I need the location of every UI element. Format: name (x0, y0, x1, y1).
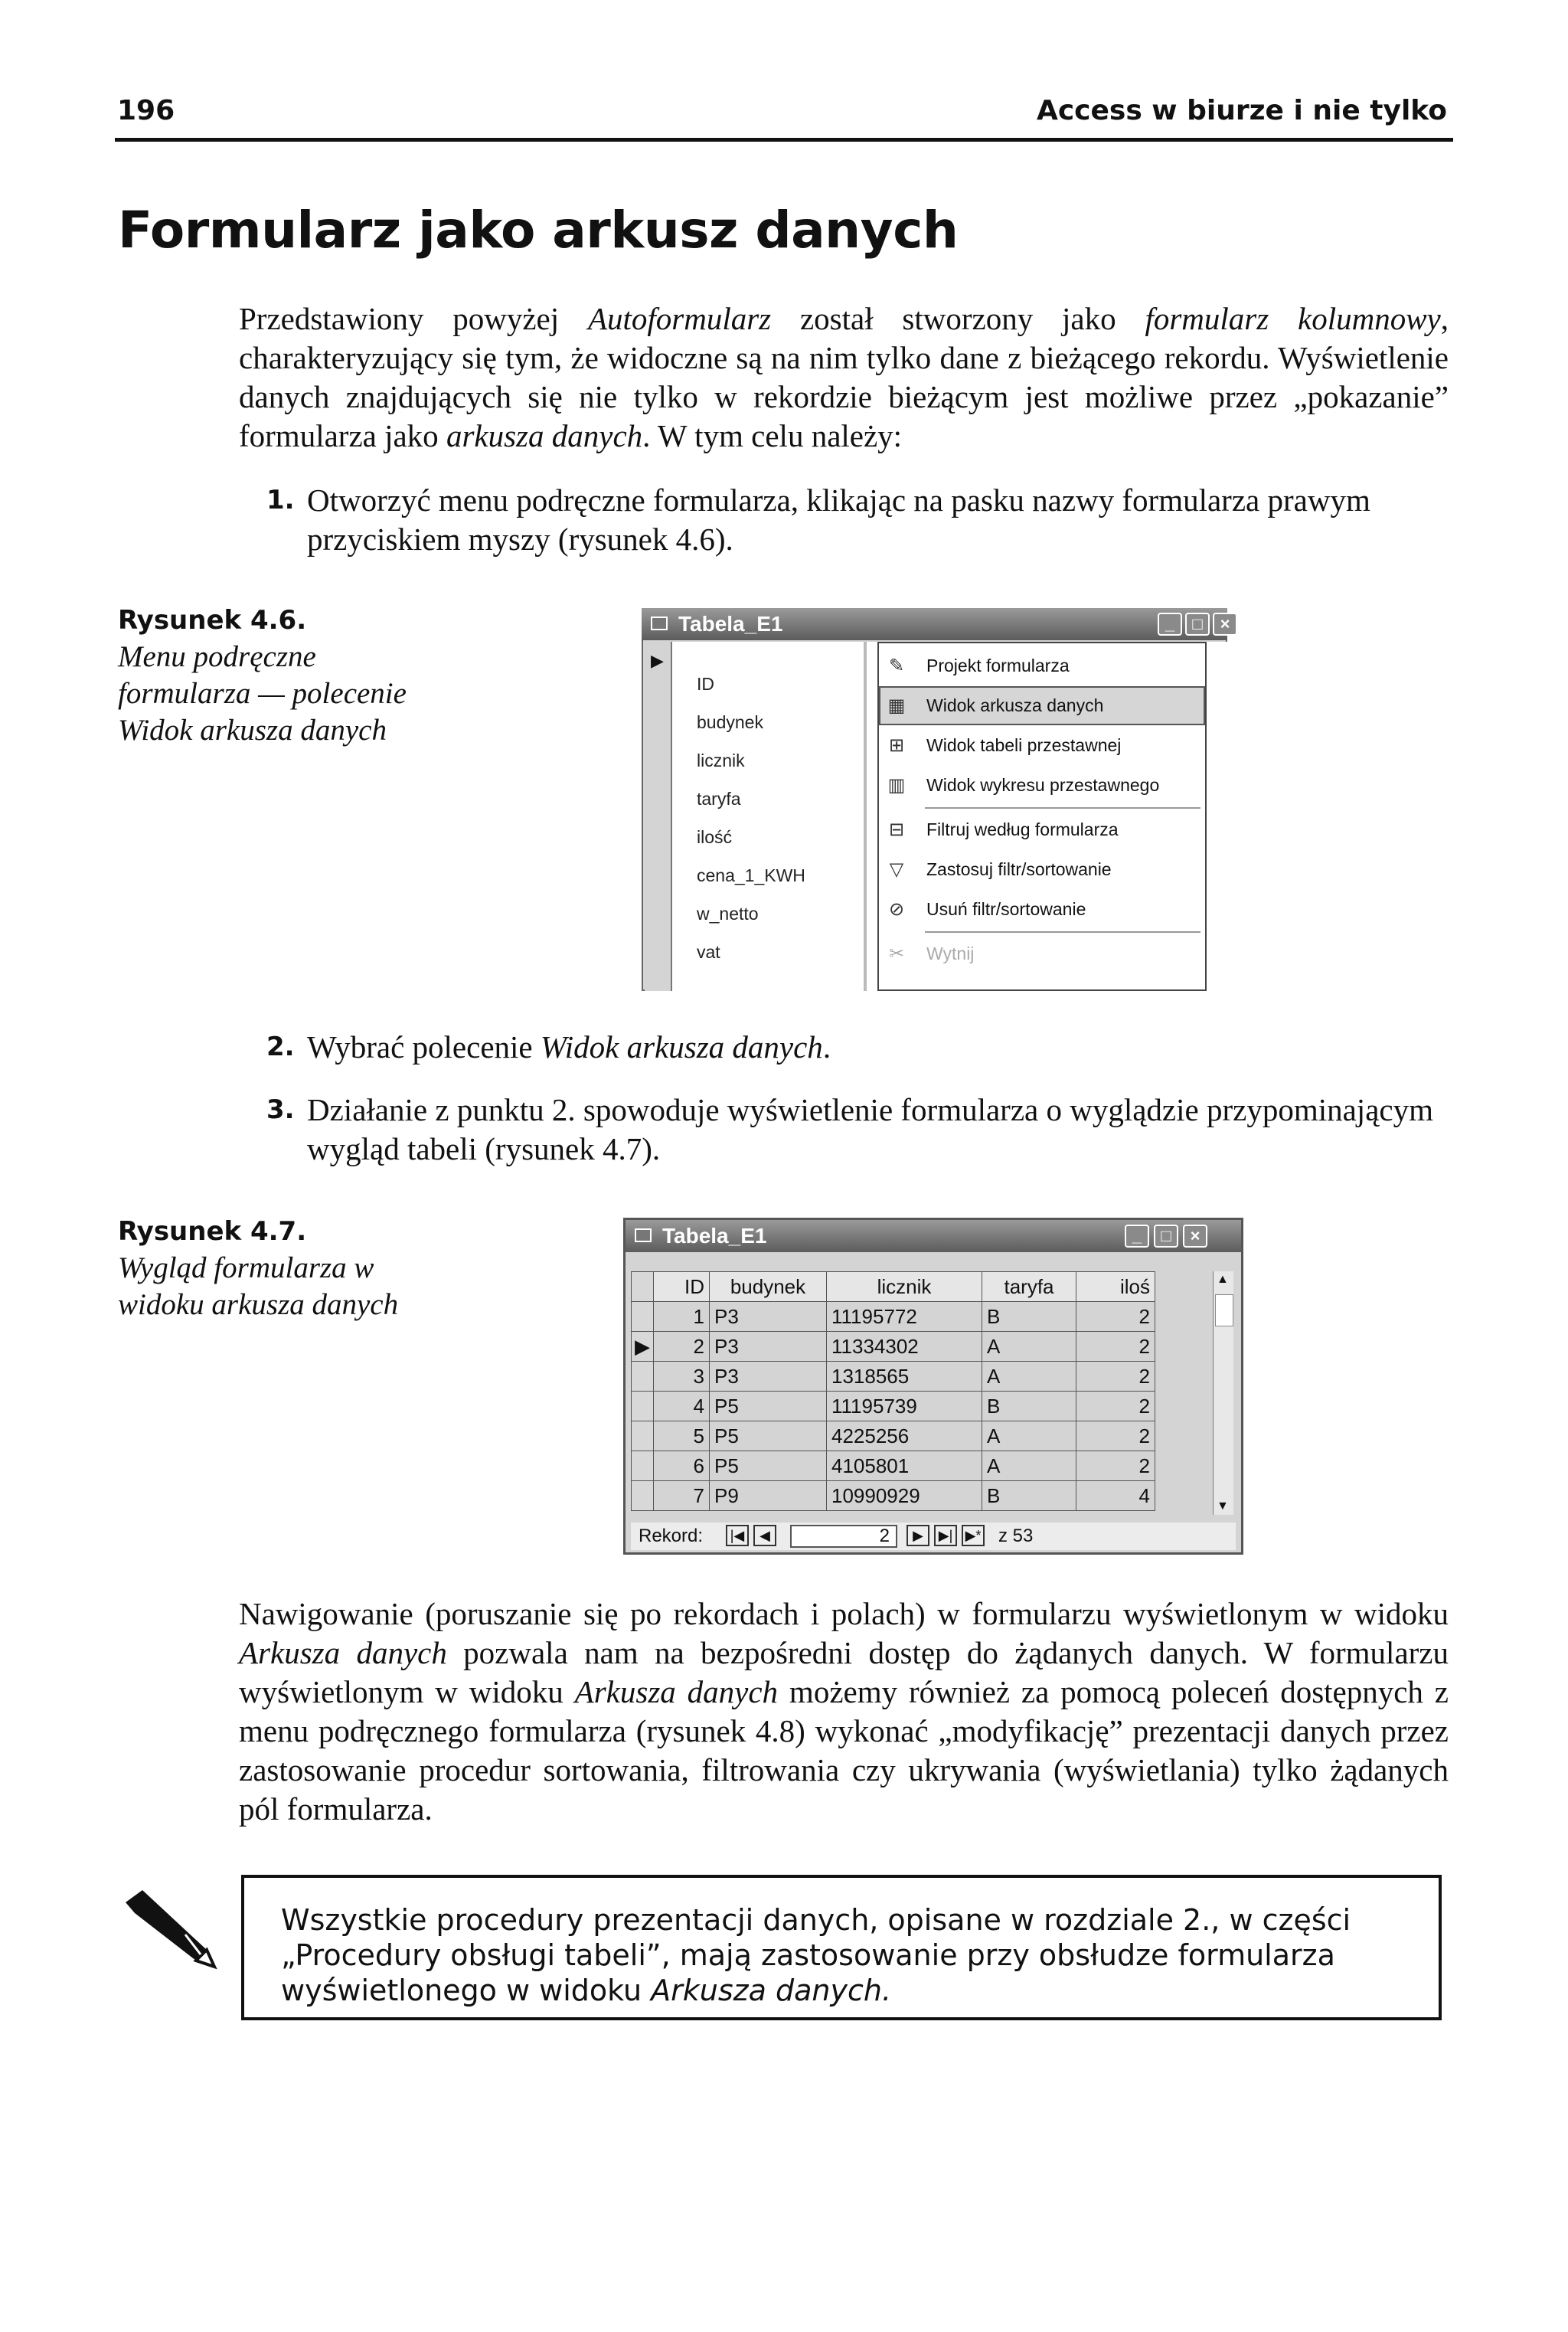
pencil-note-icon (121, 1887, 228, 1971)
menu-item-filtruj-wedlug-formularza[interactable] (879, 810, 1205, 849)
table-cell[interactable]: P3 (710, 1362, 827, 1392)
figure-caption-text: Wygląd formularza w widoku arkusza danych (118, 1251, 399, 1321)
apply-filter-icon: ▽ (889, 859, 904, 880)
filter-form-icon: ⊟ (888, 819, 905, 840)
column-header[interactable]: iloś (1076, 1272, 1155, 1302)
field-label: cena_1_KWH (697, 865, 805, 885)
scroll-thumb[interactable] (1215, 1294, 1233, 1326)
design-icon: ✎ (888, 656, 905, 676)
last-record-icon[interactable]: ▶| (934, 1525, 957, 1546)
table-cell[interactable]: A (982, 1362, 1076, 1392)
para-italic-1: Arkusza danych (239, 1635, 447, 1670)
step-text: Działanie z punktu 2. spowoduje wyświetlenie formularza o wyglądzie przypominającym wygląd tabeli (rysunek 4.7). (307, 1092, 1433, 1166)
field-label: w_netto (697, 904, 759, 924)
row-selector[interactable] (632, 1362, 654, 1392)
navigation-paragraph (239, 1594, 1449, 1829)
table-cell[interactable]: 2 (1076, 1421, 1155, 1451)
figure-4-7-screenshot (623, 1218, 1243, 1555)
current-record-arrow-icon: ▶ (651, 651, 664, 670)
page-number: 196 (117, 95, 175, 126)
table-cell[interactable]: B (982, 1392, 1076, 1421)
table-cell[interactable]: 2 (654, 1332, 710, 1362)
scroll-up-icon[interactable]: ▲ (1217, 1273, 1229, 1286)
step-text-pre: Wybrać polecenie (307, 1029, 541, 1065)
table-cell[interactable]: 4105801 (827, 1451, 982, 1481)
table-cell[interactable]: A (982, 1451, 1076, 1481)
cut-icon: ✂ (888, 944, 905, 964)
field-label: ID (697, 674, 714, 694)
table-cell[interactable]: B (982, 1302, 1076, 1332)
table-cell[interactable]: P3 (710, 1302, 827, 1332)
section-title: Formularz jako arkusz danych (118, 201, 959, 260)
table-cell[interactable]: 11334302 (827, 1332, 982, 1362)
table-cell[interactable]: A (982, 1421, 1076, 1451)
select-all-cell[interactable] (632, 1272, 654, 1302)
table-cell[interactable]: 3 (654, 1362, 710, 1392)
pivot-table-icon: ⊞ (888, 735, 905, 756)
field-label: vat (697, 942, 720, 962)
row-selector[interactable] (632, 1302, 654, 1332)
intro-italic-1: Autoformularz (587, 301, 772, 336)
menu-item-label: Widok wykresu przestawnego (926, 775, 1160, 795)
menu-item-usun-filtr[interactable] (879, 890, 1205, 929)
menu-separator (925, 807, 1200, 809)
new-record-icon[interactable]: ▶* (962, 1525, 985, 1546)
table-cell[interactable]: A (982, 1332, 1076, 1362)
row-selector[interactable]: ▶ (632, 1332, 654, 1362)
menu-item-label: Filtruj według formularza (926, 819, 1119, 839)
record-navigation (631, 1523, 1236, 1550)
intro-text-2: został stworzony jako (771, 301, 1145, 336)
table-cell[interactable]: 11195739 (827, 1392, 982, 1421)
header-row (632, 1272, 1155, 1302)
para-text-1: Nawigowanie (poruszanie się po rekordach i polach) w formularzu wyświetlonym w widoku (239, 1596, 1449, 1631)
para-italic-2: Arkusza danych (574, 1674, 779, 1709)
table-row[interactable] (632, 1392, 1155, 1421)
table-cell[interactable]: 4225256 (827, 1421, 982, 1451)
window-title: Tabela_E1 (662, 1224, 767, 1248)
table-row[interactable] (632, 1362, 1155, 1392)
datasheet-table (631, 1271, 1155, 1511)
form-divider (864, 642, 867, 991)
menu-item-label: Usuń filtr/sortowanie (926, 899, 1086, 919)
step-number: 2. (266, 1032, 295, 1062)
table-row[interactable] (632, 1332, 1155, 1362)
table-cell[interactable]: P9 (710, 1481, 827, 1511)
step-2 (266, 1028, 1446, 1067)
step-text (307, 1028, 1446, 1067)
table-cell[interactable]: P5 (710, 1421, 827, 1451)
table-cell[interactable]: 4 (1076, 1481, 1155, 1511)
intro-italic-3: arkusza danych (446, 418, 643, 453)
remove-filter-icon: ⊘ (888, 899, 905, 920)
intro-text-4: . W tym celu należy: (642, 418, 903, 453)
figure-label: Rysunek 4.6. (118, 605, 307, 636)
figure-label: Rysunek 4.7. (118, 1216, 307, 1247)
previous-record-icon[interactable]: ◀ (753, 1525, 776, 1546)
field-label: taryfa (697, 789, 741, 809)
figure-caption-text: Menu podręczne formularza — polecenie Widok arkusza danych (118, 640, 407, 747)
datasheet-body (632, 1302, 1155, 1511)
table-cell[interactable]: 1318565 (827, 1362, 982, 1392)
minimize-button[interactable]: _ (1125, 1225, 1149, 1248)
row-selector[interactable] (632, 1392, 654, 1421)
step-1 (266, 481, 1446, 559)
menu-item-widok-wykresu-przestawnego[interactable] (879, 766, 1205, 805)
table-cell[interactable]: B (982, 1481, 1076, 1511)
table-cell[interactable]: 10990929 (827, 1481, 982, 1511)
intro-text-1: Przedstawiony powyżej (239, 301, 588, 336)
table-cell[interactable]: 11195772 (827, 1302, 982, 1332)
maximize-button[interactable]: □ (1185, 613, 1210, 636)
column-header[interactable]: ID (654, 1272, 710, 1302)
table-cell[interactable]: P3 (710, 1332, 827, 1362)
menu-item-zastosuj-filtr[interactable] (879, 850, 1205, 889)
table-cell[interactable]: 2 (1076, 1392, 1155, 1421)
figure-caption-4-7 (118, 1213, 439, 1323)
menu-item-widok-arkusza-danych[interactable] (879, 686, 1205, 725)
step-text: Otworzyć menu podręczne formularza, klikając na pasku nazwy formularza prawym przyciskiem myszy (rysunek 4.6). (307, 482, 1370, 557)
field-label: budynek (697, 712, 763, 732)
intro-text-3: , charakteryzujący się tym, że widoczne są na nim tylko dane z bieżącego rekordu. Wyświetlenie danych znajdujących się nie tylko w rekordzie bieżącym jest możliwe przez „pokazanie” formularza jako (239, 301, 1449, 453)
column-header[interactable]: licznik (827, 1272, 982, 1302)
record-total: z 53 (998, 1526, 1034, 1546)
figure-caption-4-6 (118, 602, 439, 749)
para-text-3: możemy również za pomocą poleceń dostępnych z menu podręcznego formularza (rysunek 4.8) wykonać „modyfikację” prezentacji danych przez zastosowanie procedur sortowania, filtrowania czy ukrywania (wyświetlania) tylko żądanych pól formularza. (239, 1674, 1449, 1827)
close-button[interactable]: × (1183, 1225, 1207, 1248)
table-cell[interactable]: 4 (654, 1392, 710, 1421)
column-header[interactable]: taryfa (982, 1272, 1076, 1302)
menu-item-label: Projekt formularza (926, 656, 1070, 675)
pivot-chart-icon: ▥ (887, 775, 906, 796)
record-selector[interactable] (645, 642, 672, 991)
first-record-icon[interactable]: |◀ (726, 1525, 749, 1546)
menu-item-label: Widok arkusza danych (926, 695, 1104, 715)
table-cell[interactable]: P5 (710, 1451, 827, 1481)
step-text-post: . (822, 1029, 831, 1065)
table-cell[interactable]: 2 (1076, 1302, 1155, 1332)
table-cell[interactable]: 5 (654, 1421, 710, 1451)
table-cell[interactable]: 2 (1076, 1451, 1155, 1481)
table-cell[interactable]: 2 (1076, 1362, 1155, 1392)
table-row[interactable] (632, 1481, 1155, 1511)
row-selector[interactable] (632, 1421, 654, 1451)
field-label: ilość (697, 827, 733, 847)
menu-item-label: Wytnij (926, 944, 975, 963)
context-menu (877, 642, 1207, 991)
form-icon (651, 617, 668, 630)
header-rule (115, 138, 1453, 142)
note-italic: Arkusza danych. (651, 1974, 892, 2007)
menu-item-projekt-formularza[interactable] (879, 646, 1205, 685)
intro-paragraph (239, 299, 1449, 456)
step-number: 1. (266, 485, 295, 515)
field-label: licznik (697, 751, 745, 770)
menu-item-label: Widok tabeli przestawnej (926, 735, 1122, 755)
close-button[interactable]: × (1213, 613, 1237, 636)
table-row[interactable] (632, 1302, 1155, 1332)
maximize-button[interactable]: □ (1154, 1225, 1178, 1248)
figure-4-6-screenshot (642, 608, 1230, 991)
title-bar[interactable] (626, 1220, 1241, 1252)
intro-italic-2: formularz kolumnowy (1145, 301, 1441, 336)
step-3 (266, 1091, 1446, 1169)
window-title: Tabela_E1 (678, 612, 783, 636)
form-icon (635, 1228, 652, 1242)
column-header[interactable]: budynek (710, 1272, 827, 1302)
note-box (241, 1875, 1442, 2020)
table-cell[interactable]: 1 (654, 1302, 710, 1332)
row-selector[interactable] (632, 1481, 654, 1511)
datasheet-icon: ▦ (887, 695, 906, 716)
table-cell[interactable]: 6 (654, 1451, 710, 1481)
next-record-icon[interactable]: ▶ (906, 1525, 929, 1546)
menu-separator (925, 931, 1200, 933)
note-text: Wszystkie procedury prezentacji danych, opisane w rozdziale 2., w części „Procedury obsługi tabeli”, mają zastosowanie przy obsłudze formularza wyświetlonego w widoku (281, 1903, 1351, 2007)
record-number-input[interactable]: 2 (790, 1525, 897, 1548)
minimize-button[interactable]: _ (1158, 613, 1182, 636)
record-label: Rekord: (639, 1526, 704, 1546)
title-bar[interactable] (642, 608, 1230, 640)
menu-item-widok-tabeli-przestawnej[interactable] (879, 726, 1205, 765)
step-number: 3. (266, 1094, 295, 1125)
running-head: Access w biurze i nie tylko (1036, 95, 1447, 126)
row-selector[interactable] (632, 1451, 654, 1481)
table-cell[interactable]: P5 (710, 1392, 827, 1421)
para-text-2: pozwala nam na bezpośredni dostęp do żądanych danych. W formularzu wyświetlonym w widoku (239, 1635, 1449, 1709)
scroll-down-icon[interactable]: ▼ (1217, 1500, 1229, 1513)
step-text-italic: Widok arkusza danych (540, 1029, 823, 1065)
menu-item-wytnij[interactable] (879, 934, 1205, 973)
table-cell[interactable]: 2 (1076, 1332, 1155, 1362)
menu-item-label: Zastosuj filtr/sortowanie (926, 859, 1112, 879)
vertical-scrollbar[interactable] (1213, 1271, 1233, 1515)
table-cell[interactable]: 7 (654, 1481, 710, 1511)
table-row[interactable] (632, 1421, 1155, 1451)
table-row[interactable] (632, 1451, 1155, 1481)
